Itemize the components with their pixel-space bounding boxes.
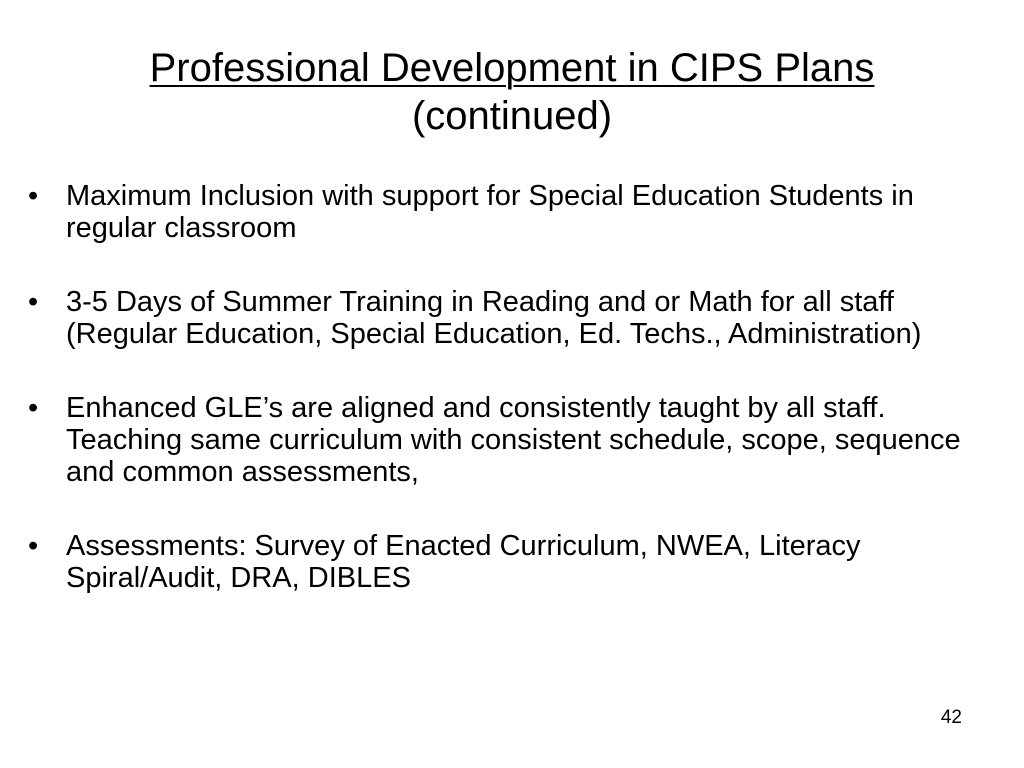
bullet-marker: • (28, 180, 39, 212)
bullet-item (28, 530, 988, 594)
bullet-list (28, 180, 988, 636)
bullet-item (28, 392, 988, 488)
slide-title (0, 44, 1024, 140)
bullet-text: Assessments: Survey of Enacted Curriculum, NWEA, Literacy Spiral/Audit, DRA, DIBLES (66, 530, 861, 594)
bullet-text: 3-5 Days of Summer Training in Reading and or Math for all staff (Regular Education, Special Education, Ed. Techs., Administration) (66, 286, 922, 350)
bullet-text: Enhanced GLE’s are aligned and consistently taught by all staff. Teaching same curriculum with consistent schedule, scope, sequence and common assessments, (66, 392, 961, 488)
bullet-marker: • (28, 286, 39, 318)
bullet-marker: • (28, 530, 39, 562)
title-text: Professional Development in CIPS Plans (149, 46, 875, 90)
bullet-text: Maximum Inclusion with support for Special Education Students in regular classroom (66, 180, 914, 244)
page-number: 42 (940, 707, 962, 728)
bullet-marker: • (28, 392, 39, 424)
subtitle-text: (continued) (411, 94, 613, 138)
bullet-item (28, 286, 988, 350)
bullet-item (28, 180, 988, 244)
